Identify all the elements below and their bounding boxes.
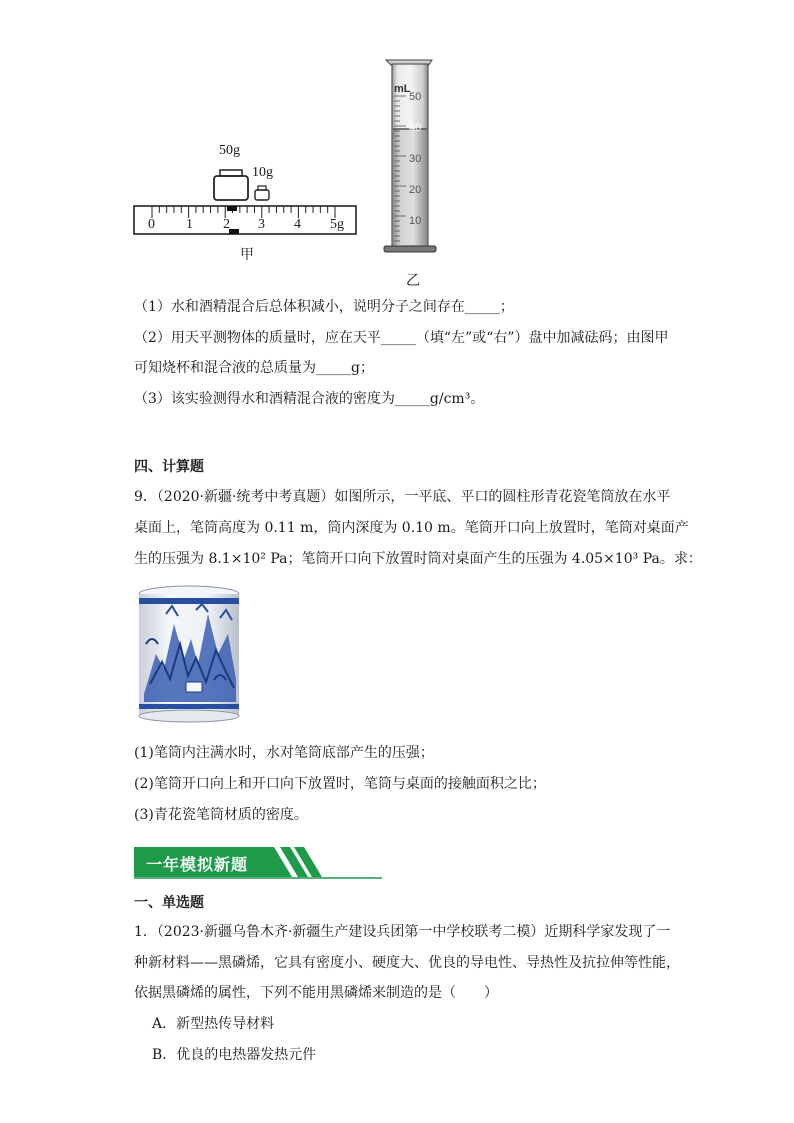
cylinder-tick-label: 50 [409,91,422,103]
ruler-tick-label: 2 [223,217,230,232]
ruler-tick-label: 3 [258,217,265,232]
q9-line2: 桌面上，笔筒高度为 0.11 m，筒内深度为 0.10 m。笔筒开口向上放置时，笔筒对桌面产 [134,520,689,536]
q9-sub2: (2)笔筒开口向上和开口向下放置时，笔筒与桌面的接触面积之比； [134,776,546,792]
section-heading-calculation: 四、计算题 [134,459,204,475]
ruler-body [134,206,356,234]
cylinder-tick-label: 20 [409,184,422,196]
q8-sub2-line1: （2）用天平测物体的质量时，应在天平_____（填“左”或“右”）盘中加减砝码；由图甲 [134,330,669,346]
q1-option-b: B．优良的电热器发热元件 [152,1047,317,1063]
q1-option-a: A．新型热传导材料 [152,1016,275,1032]
weight-50g-body [214,176,248,200]
cylinder-unit-label: mL [394,83,411,95]
weight-large-label: 50g [219,143,240,158]
banner-title: 一年模拟新题 [146,855,249,874]
figure-yi-label: 乙 [406,273,420,289]
rider-top [227,206,237,211]
cylinder-tick-label: 30 [409,153,422,165]
figure-jia-label: 甲 [240,247,254,263]
cylinder-base [384,246,436,252]
ruler-tick-label: 0 [148,217,155,232]
q1-line2: 种新材料——黑磷烯，它具有密度小、硬度大、优良的导电性、导热性及抗拉伸等性能， [134,955,680,971]
weight-10g-body [255,190,269,200]
cylinder-tick-label: 10 [409,215,422,227]
porcelain-brush-pot-image [136,584,242,724]
q8-sub1: （1）水和酒精混合后总体积减小，说明分子之间存在_____； [134,299,514,315]
rider-bottom [229,229,239,234]
cylinder-tick-label: 40 [409,122,422,134]
weight-small-label: 10g [252,165,273,180]
q8-sub3: （3）该实验测得水和酒精混合液的密度为_____g/cm³。 [134,391,485,407]
q1-line1: 1．（2023·新疆乌鲁木齐·新疆生产建设兵团第一中学校联考二模）近期科学家发现了一 [134,924,671,940]
ruler-tick-label: 1 [186,217,193,232]
q1-line3: 依据黑磷烯的属性，下列不能用黑磷烯来制造的是（ ） [134,985,498,1001]
q9-sub3: (3)青花瓷笔筒材质的密度。 [134,807,308,823]
ruler-ticks [152,206,335,218]
ruler-tick-label: 5g [330,217,344,232]
q9-line1: 9．（2020·新疆·统考中考真题）如图所示，一平底、平口的圆柱形青花瓷笔筒放在水平 [134,489,671,505]
balance-ruler-diagram [130,140,360,240]
q9-sub1: (1)笔筒内注满水时，水对笔筒底部产生的压强； [134,745,434,761]
ruler-tick-label: 4 [294,217,301,232]
q9-line3: 生的压强为 8.1×10² Pa；笔筒开口向下放置时筒对桌面产生的压强为 4.05×10³ Pa。求： [134,551,702,567]
q8-sub2-line2: 可知烧杯和混合液的总质量为_____g； [134,360,374,376]
section-heading-single-choice: 一、单选题 [134,895,204,911]
